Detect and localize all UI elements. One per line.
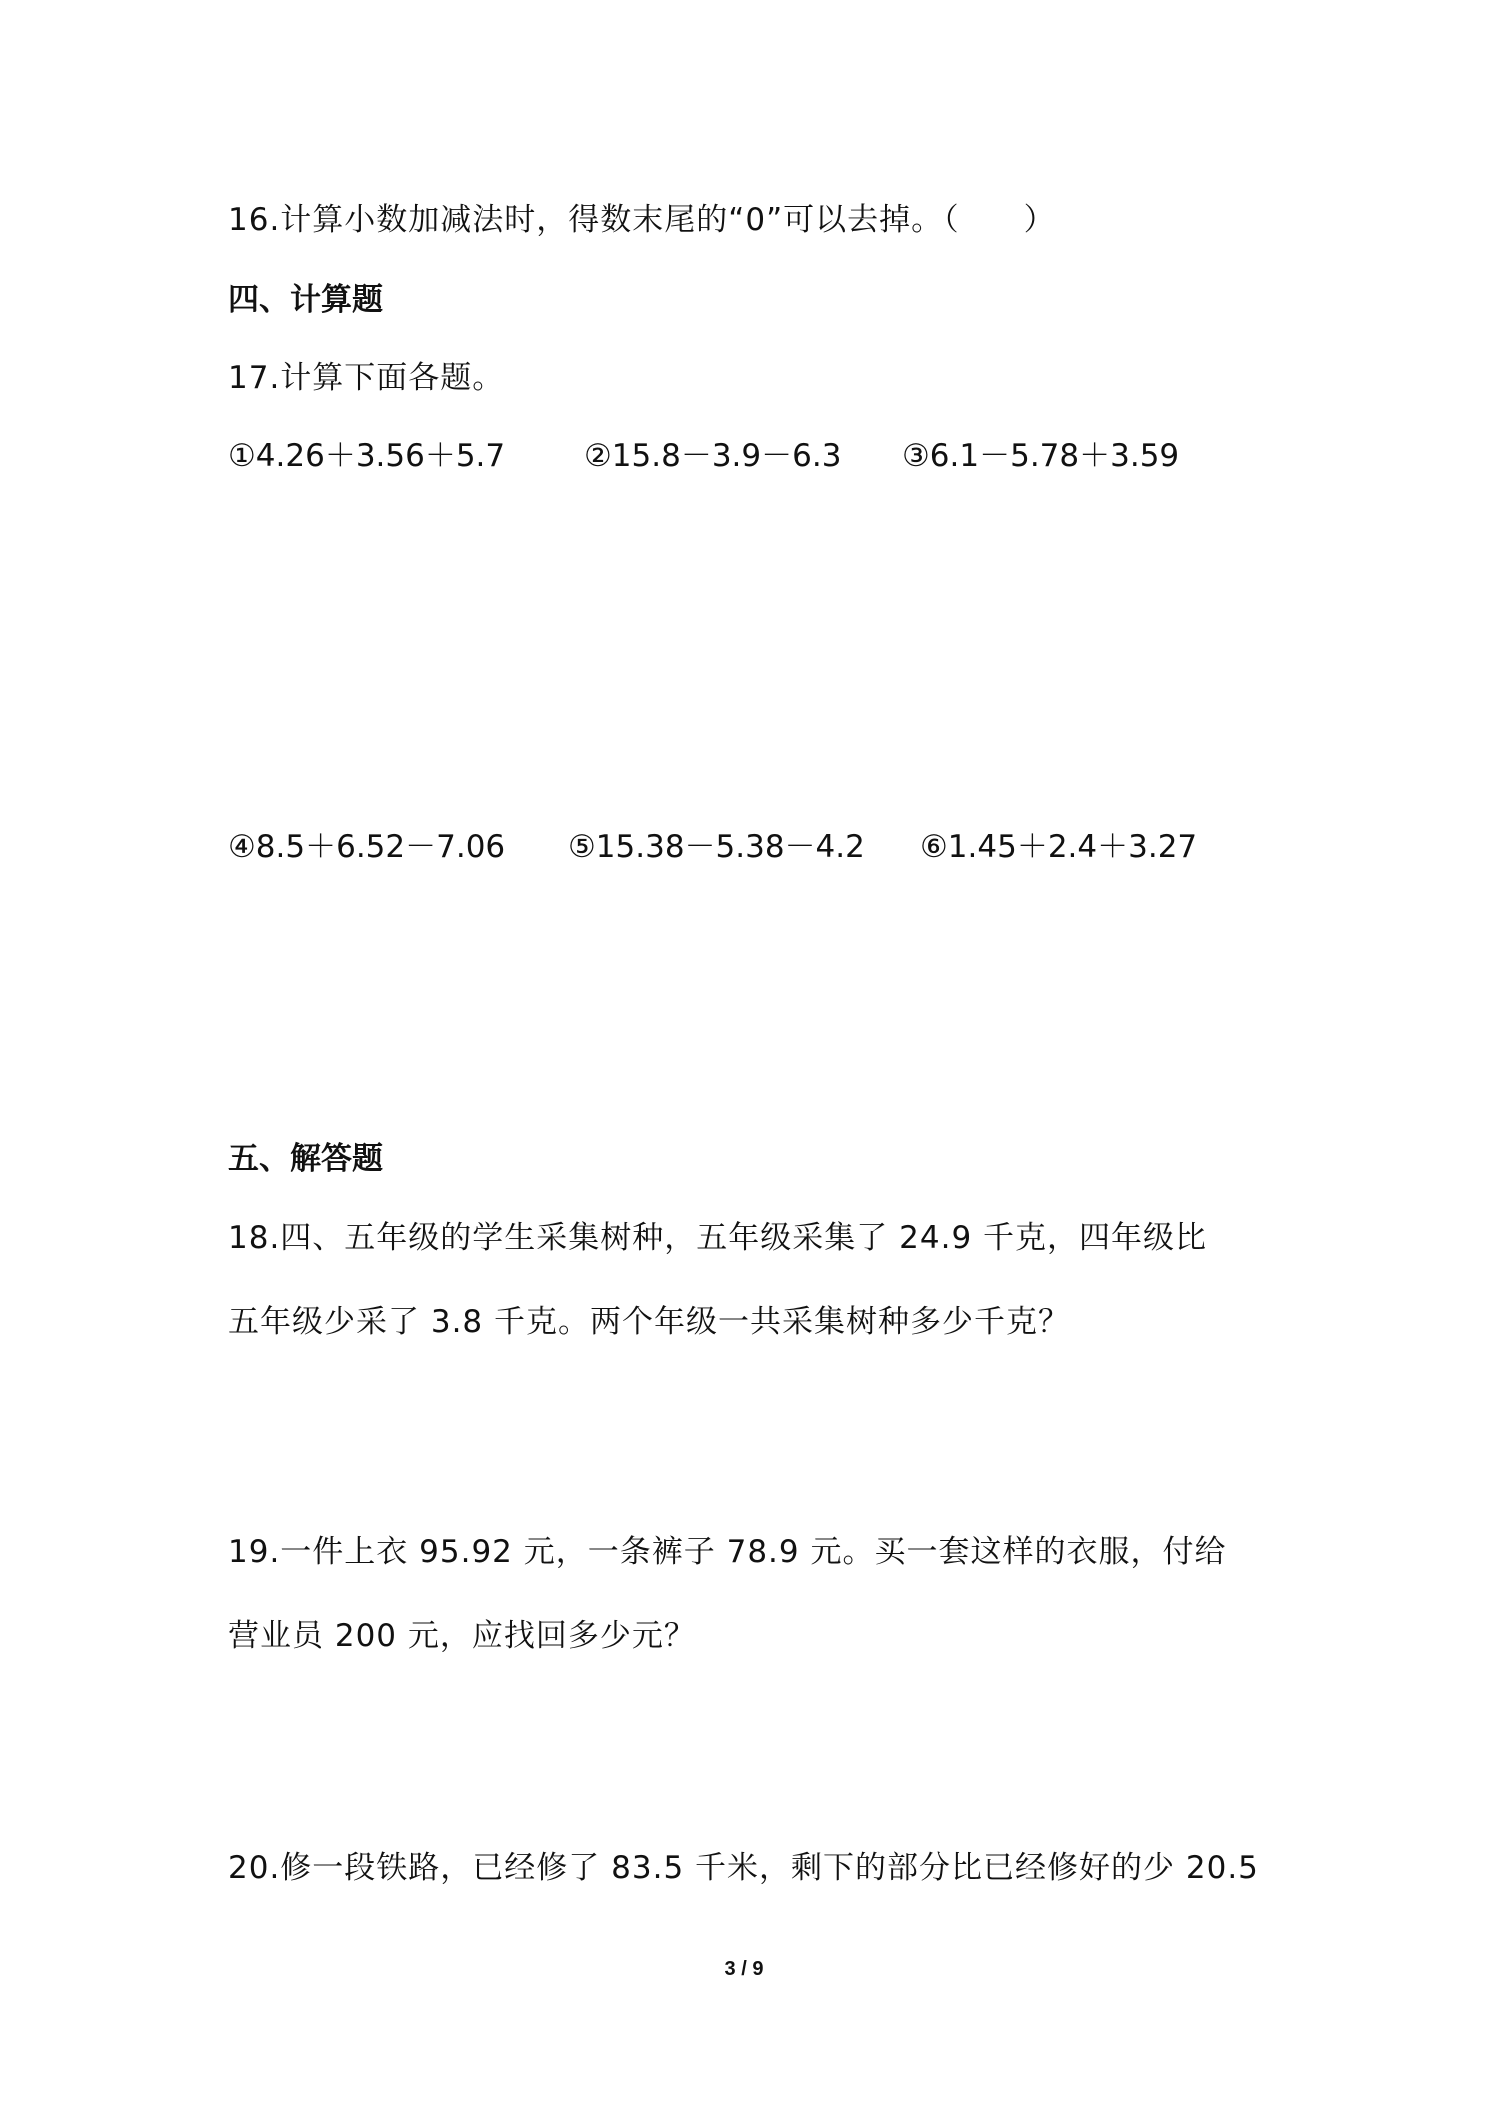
calc-item-2: ②15.8－3.9－6.3 (584, 438, 842, 474)
question-18-line-1: 18.四、五年级的学生采集树种，五年级采集了 24.9 千克，四年级比 (228, 1220, 1208, 1256)
question-20-line-1: 20.修一段铁路，已经修了 83.5 千米，剩下的部分比已经修好的少 20.5 (228, 1850, 1259, 1886)
section-heading-calculation: 四、计算题 (228, 282, 383, 318)
section-heading-word-problems: 五、解答题 (228, 1141, 383, 1177)
calc-item-5: ⑤15.38－5.38－4.2 (568, 829, 865, 865)
calc-item-1: ①4.26＋3.56＋5.7 (228, 438, 506, 474)
calc-item-4: ④8.5＋6.52－7.06 (228, 829, 506, 865)
question-17: 17.计算下面各题。 (228, 360, 505, 396)
question-16: 16.计算小数加减法时，得数末尾的“0”可以去掉。（ ） (228, 202, 1056, 238)
calc-item-6: ⑥1.45＋2.4＋3.27 (920, 829, 1198, 865)
calc-item-3: ③6.1－5.78＋3.59 (902, 438, 1180, 474)
question-19-line-2: 营业员 200 元，应找回多少元？ (228, 1618, 696, 1654)
page-number: 3 / 9 (724, 1958, 764, 1980)
question-19-line-1: 19.一件上衣 95.92 元，一条裤子 78.9 元。买一套这样的衣服，付给 (228, 1534, 1227, 1570)
question-18-line-2: 五年级少采了 3.8 千克。两个年级一共采集树种多少千克？ (228, 1304, 1071, 1340)
